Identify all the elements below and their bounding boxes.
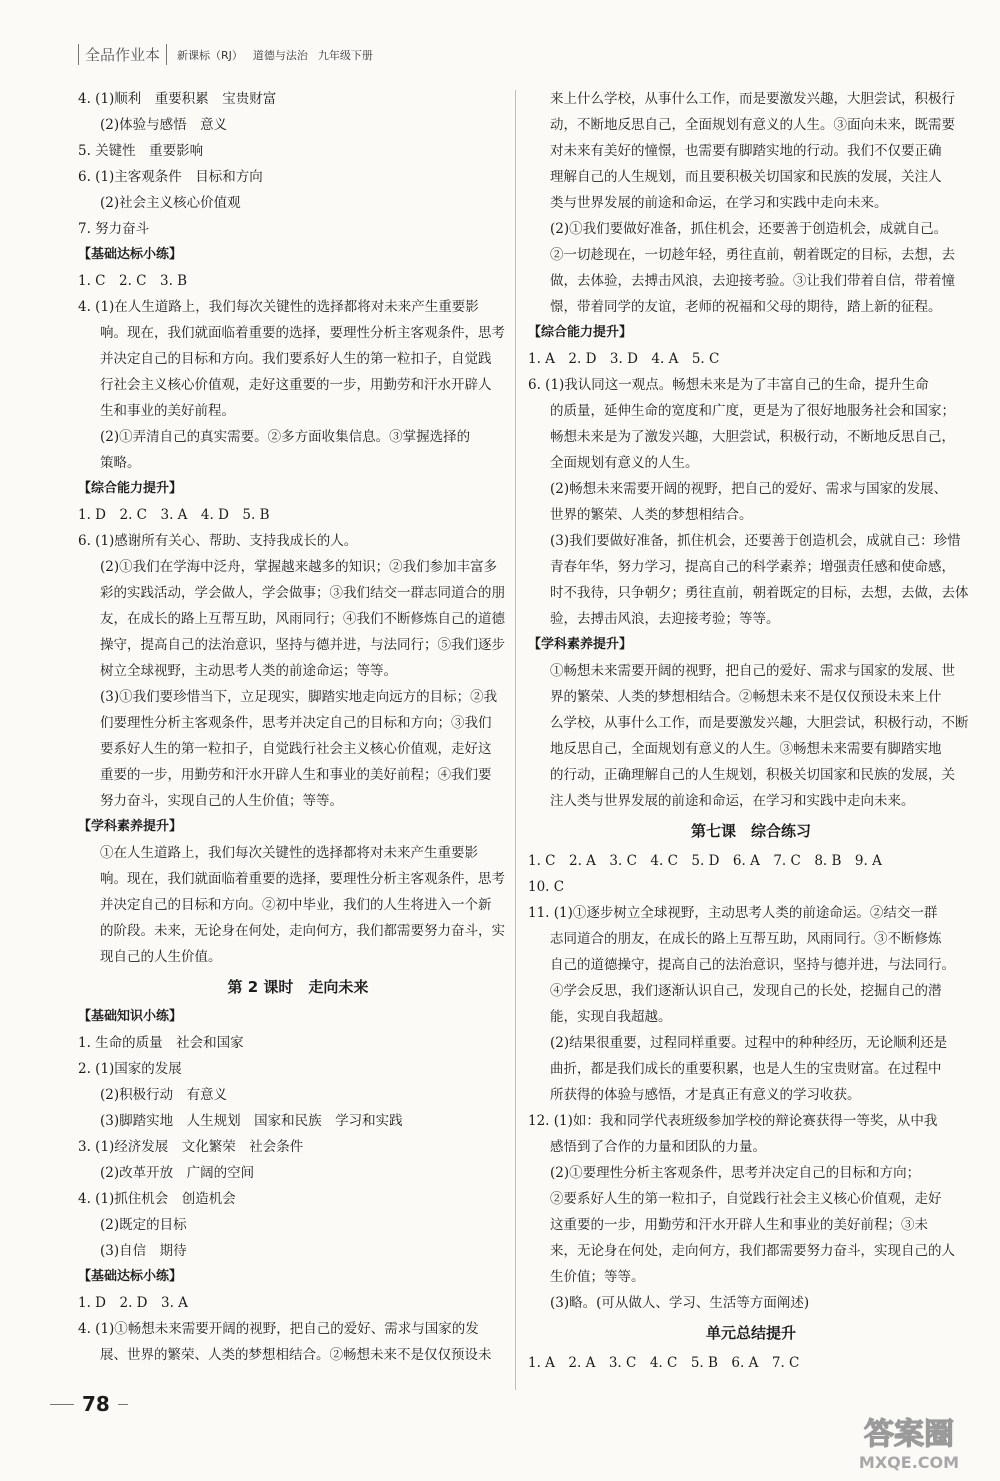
answer-line: 树立全球视野，主动思考人类的前途命运；等等。 (100, 663, 397, 679)
answer-line: (2)①我们要做好准备，抓住机会，还要善于创造机会，成就自己。 (550, 221, 948, 237)
answer-line: 彩的实践活动，学会做人，学会做事；③我们结交一群志同道合的朋 (100, 585, 505, 601)
answer-line: 来，无论身在何处，走向何方，我们都需要努力奋斗，实现自己的人 (550, 1243, 955, 1259)
answer-line: 3. (1)经济发展 文化繁荣 社会条件 (78, 1139, 304, 1155)
section-heading: 【基础知识小练】 (78, 1009, 183, 1024)
answer-line: 憬，带着同学的友谊，老师的祝福和父母的期待，踏上新的征程。 (550, 299, 942, 315)
answer-line: 的阶段。未来，无论身在何处，走向何方，我们都需要努力奋斗，实 (100, 923, 505, 939)
answer-line: 生价值；等等。 (550, 1269, 645, 1285)
answer-line: 5. 关键性 重要影响 (78, 143, 204, 159)
answer-line: 1. 生命的质量 社会和国家 (78, 1035, 244, 1051)
answer-line: 做，去体验，去搏击风浪，去迎接考验。③让我们带着自信，带着憧 (550, 273, 955, 289)
grade-label: 九年级下册 (317, 48, 373, 62)
watermark-url: MXQE.COM (858, 1453, 960, 1472)
answer-line: 响。现在，我们就面临着重要的选择，要理性分析主客观条件，思考 (100, 871, 505, 887)
answer-line: 注人类与世界发展的前途和命运，在学习和实践中走向未来。 (550, 793, 915, 809)
answer-line: (3)脚踏实地 人生规划 国家和民族 学习和实践 (100, 1113, 403, 1129)
answer-line: 4. (1)顺利 重要积累 宝贵财富 (78, 91, 277, 107)
answer-line: (3)①我们要珍惜当下，立足现实，脚踏实地走向远方的目标；②我 (100, 689, 498, 705)
answer-line: 验，去搏击风浪，去迎接考验；等等。 (550, 611, 780, 627)
watermark-text: 答案圈 (864, 1417, 954, 1452)
answer-line: 展、世界的繁荣、人类的梦想相结合。②畅想未来不是仅仅预设未 (100, 1347, 492, 1363)
page-header (78, 44, 373, 65)
answer-line: 7. 努力奋斗 (78, 221, 150, 237)
answer-line: 并决定自己的目标和方向。②初中毕业，我们的人生将进入一个新 (100, 897, 492, 913)
watermark-logo (834, 1410, 984, 1474)
answer-line: 青春年华，努力学习，提高自己的科学素养；增强责任感和使命感， (550, 559, 955, 575)
answer-line: 要系好人生的第一粒扣子，自觉践行社会主义核心价值观，走好这 (100, 741, 492, 757)
answer-line: 理解自己的人生规划，而且要积极关切国家和民族的发展，关注人 (550, 169, 942, 185)
answer-line: 行社会主义核心价值观，走好这重要的一步，用勤劳和汗水开辟人 (100, 377, 492, 393)
answer-line: (2)积极行动 有意义 (100, 1087, 228, 1103)
answer-line: 志同道合的朋友，在成长的路上互帮互助，风雨同行。③不断修炼 (550, 931, 942, 947)
answer-line: ①畅想未来需要开阔的视野，把自己的爱好、需求与国家的发展、世 (550, 663, 955, 679)
answer-line: 们要理性分析主客观条件，思考并决定自己的目标和方向；③我们 (100, 715, 492, 731)
answer-line: 并决定自己的目标和方向。我们要系好人生的第一粒扣子，自觉践 (100, 351, 492, 367)
answer-line: ④学会反思，我们逐渐认识自己，发现自己的长处，挖掘自己的潜 (550, 983, 942, 999)
answer-line: 友，在成长的路上互帮互助，风雨同行；④我们不断修炼自己的道德 (100, 611, 505, 627)
answer-line: 4. (1)①畅想未来需要开阔的视野，把自己的爱好、需求与国家的发 (78, 1321, 479, 1337)
answer-line: 4. (1)在人生道路上，我们每次关键性的选择都将对未来产生重要影 (78, 299, 479, 315)
answer-line: 策略。 (100, 455, 141, 471)
answer-line: 操守，提高自己的法治意识，坚持与德并进，与法同行；⑤我们逐步 (100, 637, 505, 653)
answer-line: 10. C (528, 879, 565, 895)
answer-line: 世界的繁荣、人类的梦想相结合。 (550, 507, 753, 523)
section-heading: 【综合能力提升】 (78, 481, 183, 496)
answer-line: 这重要的一步，用勤劳和汗水开辟人生和事业的美好前程；③未 (550, 1217, 928, 1233)
answer-line: 努力奋斗，实现自己的人生价值；等等。 (100, 793, 343, 809)
series-label: 新课标（RJ） (177, 48, 243, 62)
answer-line: (2)结果很重要，过程同样重要。过程中的种种经历，无论顺利还是 (550, 1035, 948, 1051)
page-number: 78 (82, 1392, 110, 1416)
answer-line: 响。现在，我们就面临着重要的选择，要理性分析主客观条件，思考 (100, 325, 505, 341)
left-column (78, 86, 518, 1368)
answer-line: 时不我待，只争朝夕；勇往直前，朝着既定的目标，去想，去做，去体 (550, 585, 969, 601)
answer-line: (2)①我们在学海中泛舟，掌握越来越多的知识；②我们参加丰富多 (100, 559, 498, 575)
answer-line: 所获得的体验与感悟，才是真正有意义的学习收获。 (550, 1087, 861, 1103)
section-heading: 【学科素养提升】 (78, 819, 183, 834)
answer-line: 界的繁荣、人类的梦想相结合。②畅想未来不是仅仅预设未来上什 (550, 689, 942, 705)
answer-line: (2)①要理性分析主客观条件，思考并决定自己的目标和方向； (550, 1165, 921, 1181)
subject-label: 道德与法治 (252, 48, 308, 62)
answer-line: 么学校，从事什么工作，而是要激发兴趣，大胆尝试，积极行动，不断 (550, 715, 969, 731)
answer-line: ②要系好人生的第一粒扣子，自觉践行社会主义核心价值观，走好 (550, 1191, 942, 1207)
section-heading: 【基础达标小练】 (78, 247, 183, 262)
answer-line: 6. (1)感谢所有关心、帮助、支持我成长的人。 (78, 533, 358, 549)
answer-line: 来上什么学校，从事什么工作，而是要激发兴趣，大胆尝试，积极行 (550, 91, 955, 107)
answer-line: 1. D 2. C 3. A 4. D 5. B (78, 507, 270, 523)
answer-line: 畅想未来是为了激发兴趣，大胆尝试，积极行动，不断地反思自己， (550, 429, 955, 445)
answer-line: 6. (1)主客观条件 目标和方向 (78, 169, 263, 185)
answer-line: 1. C 2. C 3. B (78, 273, 188, 289)
answer-line: ②一切趁现在，一切趁年轻，勇往直前，朝着既定的目标，去想，去 (550, 247, 955, 263)
answer-line: 4. (1)抓住机会 创造机会 (78, 1191, 236, 1207)
answer-line: ①在人生道路上，我们每次关键性的选择都将对未来产生重要影 (100, 845, 478, 861)
answer-line: 曲折，都是我们成长的重要积累，也是人生的宝贵财富。在过程中 (550, 1061, 942, 1077)
answer-line: 的行动，正确理解自己的人生规划，积极关切国家和民族的发展，关 (550, 767, 955, 783)
answer-line: (2)社会主义核心价值观 (100, 195, 241, 211)
answer-line: (2)①弄清自己的真实需要。②多方面收集信息。③掌握选择的 (100, 429, 471, 445)
answer-line: 对未来有美好的憧憬，也需要有脚踏实地的行动。我们不仅要正确 (550, 143, 942, 159)
section-heading: 【基础达标小练】 (78, 1269, 183, 1284)
answer-line: 1. A 2. D 3. D 4. A 5. C (528, 351, 720, 367)
answer-line: 1. C 2. A 3. C 4. C 5. D 6. A 7. C 8. B 9. A (528, 853, 882, 869)
answer-line: 1. A 2. A 3. C 4. C 5. B 6. A 7. C (528, 1355, 800, 1371)
answer-line: (2)体验与感悟 意义 (100, 117, 228, 133)
answer-line: (3)自信 期待 (100, 1243, 187, 1259)
answer-line: 11. (1)①逐步树立全球视野，主动思考人类的前途命运。②结交一群 (528, 905, 938, 921)
answer-line: 动，不断地反思自己，全面规划有意义的人生。③面向未来，既需要 (550, 117, 955, 133)
section-heading: 【学科素养提升】 (528, 637, 633, 652)
answer-line: 的质量，延伸生命的宽度和广度，更是为了很好地服务社会和国家； (550, 403, 955, 419)
answer-line: 现自己的人生价值。 (100, 949, 222, 965)
answer-line: 12. (1)如：我和同学代表班级参加学校的辩论赛获得一等奖，从中我 (528, 1113, 938, 1129)
answer-line: (2)改革开放 广阔的空间 (100, 1165, 255, 1181)
answer-line: 1. D 2. D 3. A (78, 1295, 188, 1311)
answer-line: (2)既定的目标 (100, 1217, 187, 1233)
answer-line: 生和事业的美好前程。 (100, 403, 235, 419)
lesson-title: 单元总结提升 (705, 1324, 796, 1342)
answer-line: 全面规划有意义的人生。 (550, 455, 699, 471)
column-divider (515, 90, 516, 1390)
section-heading: 【综合能力提升】 (528, 325, 633, 340)
answer-line: 自己的道德操守，提高自己的法治意识，坚持与德并进，与法同行。 (550, 957, 955, 973)
answer-line: (3)我们要做好准备，抓住机会，还要善于创造机会，成就自己：珍惜 (550, 533, 961, 549)
answer-line: 6. (1)我认同这一观点。畅想未来是为了丰富自己的生命，提升生命 (528, 377, 929, 393)
answer-line: (2)畅想未来需要开阔的视野，把自己的爱好、需求与国家的发展、 (550, 481, 948, 497)
answer-line: 2. (1)国家的发展 (78, 1061, 182, 1077)
answer-line: 重要的一步，用勤劳和汗水开辟人生和事业的美好前程；④我们要 (100, 767, 492, 783)
answer-line: 类与世界发展的前途和命运，在学习和实践中走向未来。 (550, 195, 888, 211)
lesson-title: 第 2 课时 走向未来 (227, 978, 369, 996)
answer-line: 能，实现自我超越。 (550, 1009, 672, 1025)
brand-title: 全品作业本 (78, 44, 167, 65)
lesson-title: 第七课 综合练习 (690, 822, 811, 840)
right-column (528, 86, 974, 1376)
answer-line: 感悟到了合作的力量和团队的力量。 (550, 1139, 766, 1155)
answer-line: (3)略。(可从做人、学习、生活等方面阐述) (550, 1295, 810, 1311)
answer-line: 地反思自己，全面规划有意义的人生。③畅想未来需要有脚踏实地 (550, 741, 942, 757)
